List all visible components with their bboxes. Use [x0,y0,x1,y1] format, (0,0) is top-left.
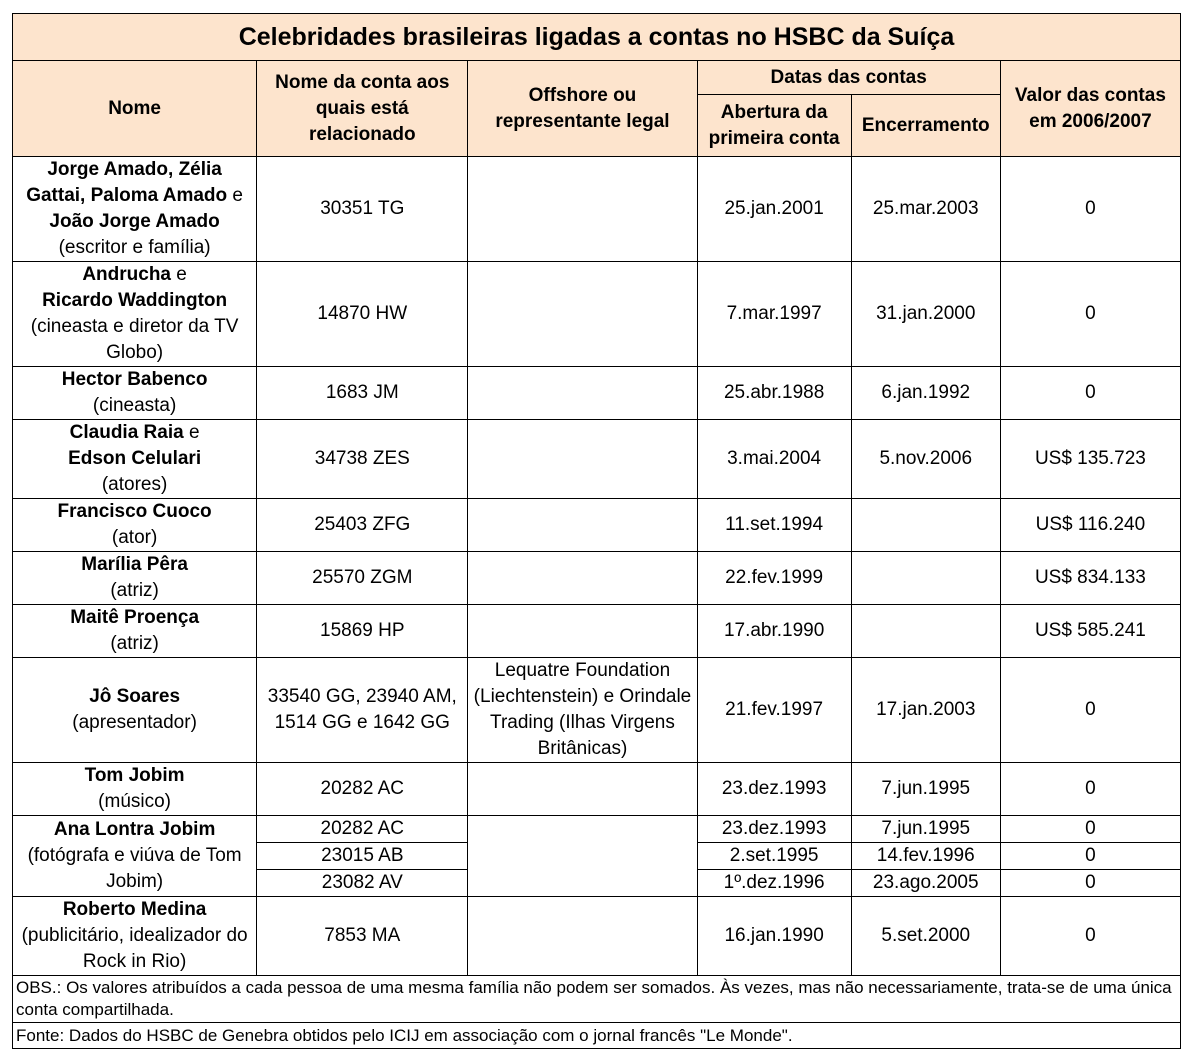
person-role: (fotógrafa e viúva de Tom Jobim) [27,845,242,892]
header-account: Nome da conta aos quais está relacionado [257,61,468,157]
table-row [13,420,1181,499]
header-opening: Abertura da primeira conta [697,95,851,157]
account-cell: 34738 ZES [257,420,468,499]
person-name: Marília Pêra [81,554,188,575]
table-row [13,499,1181,552]
account-cell: 7853 MA [257,897,468,976]
name-cell [13,499,257,552]
opening-cell: 1º.dez.1996 [697,870,851,897]
closing-cell: 25.mar.2003 [851,157,1000,262]
opening-cell: 23.dez.1993 [697,816,851,843]
closing-cell [851,552,1000,605]
closing-cell: 5.set.2000 [851,897,1000,976]
name-cell [13,763,257,816]
offshore-cell: Lequatre Foundation (Liechtenstein) e Orindale Trading (Ilhas Virgens Britânicas) [468,658,697,763]
closing-cell: 17.jan.2003 [851,658,1000,763]
name-cell [13,367,257,420]
table-row [13,658,1181,763]
closing-cell: 7.jun.1995 [851,763,1000,816]
person-name: João Jorge Amado [49,211,220,232]
account-cell: 23015 AB [257,843,468,870]
closing-cell: 5.nov.2006 [851,420,1000,499]
table-title: Celebridades brasileiras ligadas a contas no HSBC da Suíça [13,14,1181,61]
person-name: Francisco Cuoco [57,501,212,522]
table-row [13,367,1181,420]
account-cell: 15869 HP [257,605,468,658]
opening-cell: 3.mai.2004 [697,420,851,499]
person-role: (ator) [111,527,158,548]
header-offshore: Offshore ou representante legal [468,61,697,157]
person-role: (músico) [98,791,172,812]
person-name: Claudia Raia [69,422,184,443]
account-cell: 20282 AC [257,816,468,843]
value-cell: 0 [1000,157,1180,262]
header-dates: Datas das contas [697,61,1000,95]
table-row [13,897,1181,976]
offshore-cell [468,897,697,976]
table-row [13,605,1181,658]
person-role: (apresentador) [72,712,197,733]
opening-cell: 25.jan.2001 [697,157,851,262]
person-name: Ricardo Waddington [42,290,228,311]
opening-cell: 7.mar.1997 [697,262,851,367]
value-cell: 0 [1000,897,1180,976]
account-cell: 14870 HW [257,262,468,367]
value-cell: 0 [1000,870,1180,897]
table-row [13,262,1181,367]
closing-cell: 31.jan.2000 [851,262,1000,367]
person-name: Maitê Proença [70,607,200,628]
opening-cell: 23.dez.1993 [697,763,851,816]
name-cell: Jorge Amado, Zélia Gattai, Paloma Amado e João Jorge Amado (escritor e família) [13,157,257,262]
value-cell: 0 [1000,816,1180,843]
person-name: Ana Lontra Jobim [53,819,216,840]
person-name: Roberto Medina [62,899,207,920]
closing-cell: 14.fev.1996 [851,843,1000,870]
accounts-table [12,13,1181,1049]
closing-cell: 23.ago.2005 [851,870,1000,897]
person-name: Andrucha [82,264,172,285]
opening-cell: 2.set.1995 [697,843,851,870]
header-name: Nome [13,61,257,157]
account-cell: 30351 TG [257,157,468,262]
value-cell: US$ 585.241 [1000,605,1180,658]
offshore-cell [468,816,697,897]
offshore-cell [468,367,697,420]
person-name: Edson Celulari [68,448,202,469]
account-cell: 23082 AV [257,870,468,897]
name-cell [13,658,257,763]
opening-cell: 11.set.1994 [697,499,851,552]
account-cell: 25403 ZFG [257,499,468,552]
person-name: Tom Jobim [84,765,185,786]
closing-cell: 7.jun.1995 [851,816,1000,843]
header-closing: Encerramento [851,95,1000,157]
person-role: (escritor e família) [58,237,211,258]
name-cell: Claudia Raia e Edson Celulari (atores) [13,420,257,499]
table-row [13,552,1181,605]
name-cell: Andrucha e Ricardo Waddington (cineasta e diretor da TV Globo) [13,262,257,367]
value-cell: US$ 135.723 [1000,420,1180,499]
opening-cell: 17.abr.1990 [697,605,851,658]
offshore-cell [468,605,697,658]
value-cell: US$ 116.240 [1000,499,1180,552]
opening-cell: 21.fev.1997 [697,658,851,763]
person-role: (publicitário, idealizador do Rock in Rio) [21,925,248,972]
opening-cell: 22.fev.1999 [697,552,851,605]
offshore-cell [468,763,697,816]
value-cell: 0 [1000,843,1180,870]
closing-cell: 6.jan.1992 [851,367,1000,420]
obs-note: OBS.: Os valores atribuídos a cada pessoa de uma mesma família não podem ser somados. Às vezes, mas não necessariamente, trata-se de uma única conta compartilhada. [13,976,1181,1023]
value-cell: 0 [1000,367,1180,420]
account-cell: 33540 GG, 23940 AM, 1514 GG e 1642 GG [257,658,468,763]
value-cell: 0 [1000,763,1180,816]
person-role: (cineasta) [92,395,177,416]
source-note: Fonte: Dados do HSBC de Genebra obtidos pelo ICIJ em associação com o jornal francês "Le Monde". [13,1023,1181,1049]
person-role: (atriz) [110,580,159,601]
person-role: (atriz) [110,633,159,654]
person-name: Jô Soares [89,686,181,707]
name-cell [13,605,257,658]
offshore-cell [468,499,697,552]
name-cell [13,816,257,897]
account-cell: 20282 AC [257,763,468,816]
account-cell: 25570 ZGM [257,552,468,605]
accounts-table-wrapper [12,13,1181,1049]
person-name: Jorge Amado, Zélia Gattai, Paloma Amado [26,159,228,206]
offshore-cell [468,552,697,605]
table-row [13,763,1181,816]
value-cell: US$ 834.133 [1000,552,1180,605]
value-cell: 0 [1000,658,1180,763]
offshore-cell [468,420,697,499]
closing-cell [851,499,1000,552]
table-row [13,816,1181,843]
opening-cell: 25.abr.1988 [697,367,851,420]
closing-cell [851,605,1000,658]
account-cell: 1683 JM [257,367,468,420]
person-name: Hector Babenco [61,369,208,390]
offshore-cell [468,262,697,367]
opening-cell: 16.jan.1990 [697,897,851,976]
header-value: Valor das contas em 2006/2007 [1000,61,1180,157]
value-cell: 0 [1000,262,1180,367]
person-role: (atores) [101,474,168,495]
person-role: (cineasta e diretor da TV Globo) [30,316,239,363]
offshore-cell [468,157,697,262]
name-cell [13,897,257,976]
name-cell [13,552,257,605]
table-row [13,157,1181,262]
